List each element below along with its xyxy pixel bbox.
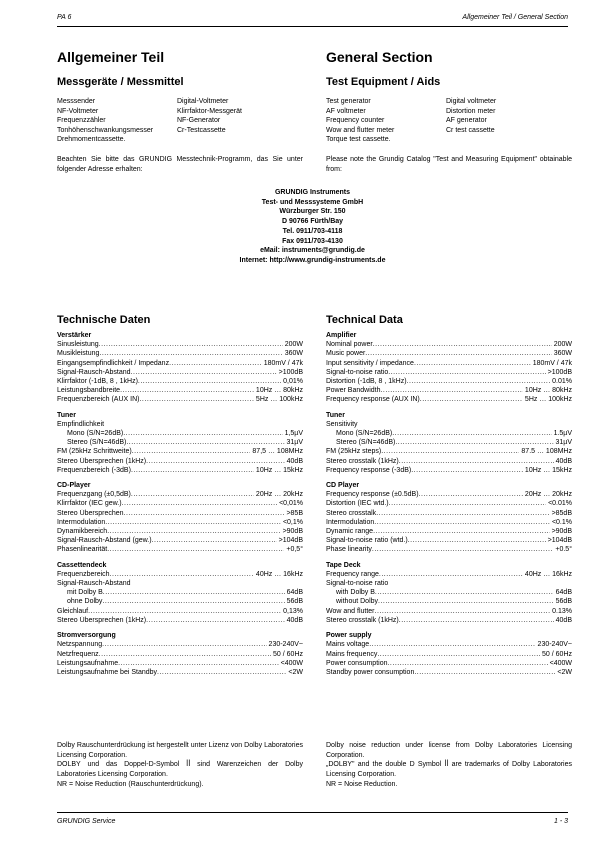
spec-label: Intermodulation — [326, 518, 375, 526]
spec-row — [326, 650, 572, 659]
spec-label: Gleichlauf — [57, 607, 89, 615]
leader-dots — [131, 466, 254, 475]
leader-dots — [120, 386, 254, 395]
spec-value: 5Hz … 100kHz — [255, 396, 303, 404]
spec-value: 40dB — [555, 457, 572, 465]
spec-value: 1,5µV — [284, 430, 303, 438]
spec-row — [57, 616, 303, 625]
list-item: Drehmomentcassette. — [57, 136, 126, 144]
spec-value: 50 / 60Hz — [542, 650, 572, 658]
footnote-line: Dolby Rauschunterdrückung ist hergestellt unter Lizenz von Dolby Laboratories Licensing Corporation. — [57, 742, 303, 759]
spec-row — [57, 429, 303, 438]
spec-row — [326, 368, 572, 377]
spec-row — [57, 668, 303, 677]
leader-dots — [146, 616, 285, 625]
address-internet: Internet: http://www.grundig-instruments.de — [239, 256, 386, 264]
footnote-line: DOLBY und das Doppel-D-Symbol ꟾꟾ sind Warenzeichen der Dolby Laboratories Licensing Corporation. — [57, 761, 303, 779]
spec-value: 64dB — [555, 589, 572, 597]
spec-label: Signal-to-noise ratio — [326, 368, 389, 376]
list-item: Distortion meter — [446, 107, 496, 115]
spec-row — [326, 429, 572, 438]
spec-label: Frequenzgang (±0,5dB) — [57, 491, 131, 499]
spec-row — [326, 340, 572, 349]
english-subtitle: Test Equipment / Aids — [326, 76, 441, 88]
spec-label: Dynamic range — [326, 528, 374, 536]
spec-row — [57, 395, 303, 404]
leader-dots — [138, 377, 281, 386]
spec-label: Signal-to-noise ratio (wtd.) — [326, 537, 408, 545]
spec-label: Frequency response (±0.5dB) — [326, 491, 419, 499]
section-heading: Power supply — [326, 632, 372, 640]
leader-dots — [131, 490, 254, 499]
spec-label: Frequenzbereich — [57, 570, 110, 578]
spec-row — [326, 536, 572, 545]
spec-value: <400W — [280, 659, 303, 667]
spec-group-label: Signal-to-noise ratio — [326, 580, 389, 588]
spec-label: Frequency range — [326, 570, 379, 578]
leader-dots — [377, 650, 540, 659]
leader-dots — [419, 490, 523, 499]
footer-page-number: 1 - 3 — [553, 818, 568, 825]
spec-value: 40dB — [286, 457, 303, 465]
leader-dots — [139, 395, 253, 404]
spec-label: Eingangsempfindlichkeit / Impedanz — [57, 359, 170, 367]
section-heading: Verstärker — [57, 332, 92, 339]
spec-row — [326, 447, 572, 456]
spec-label: Dynamikbereich — [57, 528, 108, 536]
spec-value: 200W — [553, 341, 572, 349]
footnote-line: Dolby noise reduction under license from Dolby Laboratories Licensing Corporation. — [326, 742, 572, 759]
leader-dots — [372, 545, 553, 554]
english-general-column — [326, 44, 572, 174]
german-technical-data — [57, 309, 303, 677]
spec-row — [57, 607, 303, 616]
spec-row — [57, 457, 303, 466]
spec-label: Stereo crosstalk — [326, 509, 377, 517]
leader-dots — [124, 509, 285, 518]
spec-row — [57, 377, 303, 386]
spec-value: 40Hz … 16kHz — [255, 570, 303, 578]
spec-row — [57, 438, 303, 447]
spec-row — [326, 607, 572, 616]
spec-row — [57, 386, 303, 395]
spec-row — [326, 588, 572, 597]
spec-row — [326, 597, 572, 606]
list-item: AF generator — [446, 117, 487, 125]
leader-dots — [110, 570, 254, 579]
spec-row — [326, 527, 572, 536]
english-title: General Section — [326, 49, 433, 65]
leader-dots — [373, 340, 552, 349]
spec-row — [326, 668, 572, 677]
spec-group-label: Signal-Rausch-Abstand — [57, 580, 131, 588]
german-title: Allgemeiner Teil — [57, 49, 165, 65]
leader-dots — [157, 668, 286, 677]
leader-dots — [399, 616, 554, 625]
list-item: AF voltmeter — [326, 107, 366, 115]
leader-dots — [379, 570, 523, 579]
leader-dots — [122, 499, 277, 508]
spec-row — [326, 570, 572, 579]
spec-label: Signal-Rausch-Abstand — [57, 368, 131, 376]
spec-label: Frequenzbereich (AUX IN) — [57, 396, 140, 404]
spec-row — [326, 466, 572, 475]
spec-label: without Dolby — [336, 598, 379, 606]
spec-value: 0,13% — [283, 607, 303, 615]
leader-dots — [123, 429, 282, 438]
leader-dots — [414, 668, 555, 677]
spec-value: 40dB — [555, 616, 572, 624]
leader-dots — [414, 359, 531, 368]
spec-label: Power consumption — [326, 659, 388, 667]
spec-label: Mains voltage — [326, 641, 370, 649]
footnote-line: NR = Noise Reduction. — [326, 780, 398, 788]
spec-row — [57, 659, 303, 668]
leader-dots — [99, 349, 282, 358]
spec-row — [326, 490, 572, 499]
leader-dots — [381, 447, 519, 456]
spec-label: Signal-Rausch-Abstand (gew.) — [57, 537, 152, 545]
spec-label: Leistungsaufnahme bei Standby — [57, 668, 158, 676]
leader-dots — [105, 518, 281, 527]
spec-row — [326, 377, 572, 386]
spec-label: Klirrfaktor (-1dB, 8 , 1kHz) — [57, 378, 138, 386]
german-spec-list — [57, 331, 303, 677]
list-item: Klirrfaktor-Messgerät — [177, 107, 242, 115]
spec-value: <2W — [557, 668, 572, 676]
spec-row — [57, 527, 303, 536]
address-line: D 90766 Fürth/Bay — [281, 218, 344, 226]
spec-row — [326, 659, 572, 668]
german-equipment-list — [57, 97, 303, 145]
german-general-column — [57, 44, 303, 174]
spec-label: Standby power consumption — [326, 668, 415, 676]
spec-value: 87,5 … 108MHz — [252, 448, 303, 456]
header-left: PA 6 — [57, 14, 72, 21]
spec-label: Leistungsaufnahme — [57, 659, 119, 667]
leader-dots — [411, 466, 523, 475]
leader-dots — [392, 429, 551, 438]
list-item: Cr-Testcassette — [177, 126, 226, 134]
leader-dots — [388, 368, 545, 377]
leader-dots — [389, 499, 546, 508]
spec-row — [57, 650, 303, 659]
leader-dots — [107, 527, 280, 536]
list-item — [177, 135, 303, 145]
spec-label: Stereo (S/N=46dB) — [336, 439, 396, 447]
spec-value: 230-240V~ — [537, 641, 572, 649]
spec-row — [57, 368, 303, 377]
leader-dots — [387, 659, 547, 668]
spec-label: Leistungsbandbreite — [57, 387, 121, 395]
spec-row — [326, 499, 572, 508]
spec-value: >100dB — [278, 368, 303, 376]
leader-dots — [375, 607, 551, 616]
leader-dots — [395, 438, 553, 447]
spec-row — [326, 438, 572, 447]
leader-dots — [365, 349, 551, 358]
leader-dots — [399, 457, 554, 466]
spec-row — [326, 640, 572, 649]
address-line: Test- und Messsysteme GmbH — [261, 198, 364, 206]
leader-dots — [131, 368, 277, 377]
spec-label: Intermodulation — [57, 518, 106, 526]
section-heading: Tuner — [326, 411, 345, 419]
spec-row — [326, 395, 572, 404]
leader-dots — [420, 395, 523, 404]
leader-dots — [126, 438, 284, 447]
spec-label: Mono (S/N=26dB) — [67, 430, 124, 438]
leader-dots — [99, 650, 271, 659]
english-tech-title: Technical Data — [326, 314, 403, 326]
spec-label: Frequenzbereich (-3dB) — [57, 466, 131, 474]
spec-value: 56dB — [555, 598, 572, 606]
spec-label: Frequency response (AUX IN) — [326, 396, 420, 404]
spec-value: 5Hz … 100kHz — [524, 396, 572, 404]
spec-label: Phasenlinearität — [57, 546, 108, 554]
list-item: Frequency counter — [326, 117, 385, 125]
leader-dots — [169, 359, 262, 368]
spec-value: 20Hz … 20kHz — [255, 491, 303, 499]
spec-value: 1.5µV — [553, 430, 572, 438]
spec-value: 40Hz … 16kHz — [524, 570, 572, 578]
leader-dots — [152, 536, 277, 545]
list-item: Cr test cassette — [446, 126, 495, 134]
german-footnote — [57, 741, 303, 790]
spec-label: Music power — [326, 350, 366, 358]
section-heading: Cassettendeck — [57, 561, 107, 569]
english-footnote — [326, 741, 572, 790]
spec-value: 10Hz … 15kHz — [255, 466, 303, 474]
spec-label: Phase linearity — [326, 546, 372, 554]
spec-label: FM (25kHz Schrittweite) — [57, 448, 132, 456]
section-heading: Amplifier — [326, 332, 357, 339]
footnote-line: NR = Noise Reduction (Rauschunterdrückung). — [57, 780, 204, 788]
spec-label: Stereo crosstalk (1kHz) — [326, 616, 399, 624]
list-item: NF-Voltmeter — [57, 107, 99, 115]
address-line: Tel. 0911/703-4118 — [282, 227, 343, 235]
spec-value: <0.1% — [551, 518, 572, 526]
spec-value: >100dB — [547, 368, 572, 376]
spec-row — [57, 466, 303, 475]
spec-row — [57, 597, 303, 606]
section-heading: CD Player — [326, 482, 360, 490]
spec-row — [57, 570, 303, 579]
leader-dots — [376, 509, 549, 518]
list-item: NF-Generator — [177, 117, 221, 125]
spec-row — [57, 509, 303, 518]
spec-value: <400W — [549, 659, 572, 667]
page-footer — [57, 812, 568, 825]
page-header — [57, 14, 568, 27]
section-heading: Tuner — [57, 411, 76, 419]
spec-group-label: Sensitivity — [326, 420, 358, 428]
spec-row — [57, 499, 303, 508]
spec-row — [326, 518, 572, 527]
spec-row — [57, 640, 303, 649]
leader-dots — [99, 340, 283, 349]
spec-row — [57, 349, 303, 358]
spec-value: 360W — [553, 350, 572, 358]
spec-label: Power Bandwidth — [326, 387, 381, 395]
english-spec-list — [326, 331, 572, 677]
leader-dots — [369, 640, 535, 649]
spec-value: >104dB — [547, 537, 572, 545]
leader-dots — [373, 527, 549, 536]
header-right: Allgemeiner Teil / General Section — [462, 14, 568, 21]
leader-dots — [103, 588, 285, 597]
spec-label: Frequency response (-3dB) — [326, 466, 412, 474]
footer-left: GRUNDIG Service — [57, 818, 116, 825]
spec-value: 360W — [284, 350, 303, 358]
spec-row — [326, 457, 572, 466]
spec-row — [57, 536, 303, 545]
list-item: Wow and flutter meter — [326, 126, 395, 134]
german-note: Beachten Sie bitte das GRUNDIG Messtechnik-Programm, das Sie unter folgender Adresse erhalten: — [57, 155, 303, 173]
leader-dots — [380, 386, 522, 395]
spec-label: Distortion (IEC wtd.) — [326, 500, 389, 508]
german-subtitle: Messgeräte / Messmittel — [57, 76, 184, 88]
spec-label: Sinusleistung — [57, 341, 99, 349]
list-item — [446, 135, 572, 145]
spec-value: 50 / 60Hz — [273, 650, 303, 658]
german-tech-title: Technische Daten — [57, 314, 151, 326]
spec-label: with Dolby B — [336, 589, 375, 597]
spec-row — [57, 518, 303, 527]
spec-label: Klirrfaktor (IEC gew.) — [57, 500, 122, 508]
spec-value: >90dB — [282, 528, 303, 536]
spec-value: 10Hz … 80kHz — [255, 387, 303, 395]
spec-value: +0.5° — [555, 546, 572, 554]
spec-label: Wow and flutter — [326, 607, 375, 615]
spec-value: 20Hz … 20kHz — [524, 491, 572, 499]
spec-value: <2W — [288, 668, 303, 676]
address-block — [57, 188, 568, 266]
spec-value: 200W — [284, 341, 303, 349]
list-item: Digital-Voltmeter — [177, 98, 229, 105]
spec-label: Stereo Übersprechen (1kHz) — [57, 457, 147, 465]
spec-value: 0.13% — [552, 607, 572, 615]
spec-row — [57, 588, 303, 597]
leader-dots — [407, 377, 551, 386]
section-heading: Tape Deck — [326, 561, 361, 569]
spec-value: >104dB — [278, 537, 303, 545]
spec-label: Input sensitivity / impedance — [326, 359, 414, 367]
spec-label: Musikleistung — [57, 350, 100, 358]
spec-value: +0,5° — [286, 546, 303, 554]
spec-value: >90dB — [551, 528, 572, 536]
spec-row — [326, 386, 572, 395]
spec-group-label: Empfindlichkeit — [57, 420, 105, 428]
leader-dots — [132, 447, 251, 456]
footnote-line: „DOLBY" and the double D Symbol ꟾꟾ are trademarks of Dolby Laboratories Licensing Corporation. — [326, 761, 572, 779]
spec-value: 0.01% — [552, 378, 572, 386]
section-heading: Stromversorgung — [57, 632, 116, 640]
spec-value: 56dB — [286, 598, 303, 606]
list-item: Digital voltmeter — [446, 98, 497, 105]
spec-label: Stereo Übersprechen — [57, 509, 124, 517]
spec-value: 180mV / 47k — [263, 359, 303, 367]
leader-dots — [102, 640, 266, 649]
spec-value: 87.5 … 108MHz — [521, 448, 572, 456]
list-item: Messsender — [57, 98, 96, 105]
address-email: eMail: instruments@grundig.de — [260, 247, 365, 255]
spec-row — [57, 545, 303, 554]
spec-value: 10Hz … 15kHz — [524, 466, 572, 474]
spec-value: 180mV / 47k — [532, 359, 572, 367]
leader-dots — [88, 607, 281, 616]
spec-value: <0,01% — [279, 500, 303, 508]
leader-dots — [374, 518, 550, 527]
spec-row — [326, 359, 572, 368]
spec-label: Distortion (-1dB, 8 , 1kHz) — [326, 378, 407, 386]
spec-value: 0,01% — [283, 378, 303, 386]
spec-value: >85B — [286, 509, 303, 517]
spec-value: 10Hz … 80kHz — [524, 387, 572, 395]
english-note: Please note the Grundig Catalog "Test and Measuring Equipment" obtainable from: — [326, 155, 572, 173]
spec-label: Netzfrequenz — [57, 650, 99, 658]
spec-label: Mains frequency — [326, 650, 378, 658]
list-item: Frequenzzähler — [57, 117, 106, 125]
spec-label: Stereo (S/N=46dB) — [67, 439, 127, 447]
leader-dots — [378, 597, 554, 606]
spec-label: mit Dolby B — [67, 589, 103, 597]
english-equipment-list — [326, 97, 572, 145]
leader-dots — [118, 659, 279, 668]
spec-label: Stereo Übersprechen (1kHz) — [57, 616, 147, 624]
spec-value: 40dB — [286, 616, 303, 624]
spec-row — [326, 616, 572, 625]
spec-value: 64dB — [286, 589, 303, 597]
leader-dots — [107, 545, 284, 554]
spec-row — [57, 447, 303, 456]
spec-label: FM (25kHz steps) — [326, 448, 382, 456]
spec-row — [326, 349, 572, 358]
spec-value: 31µV — [555, 439, 572, 447]
spec-value: 230-240V~ — [268, 641, 303, 649]
spec-row — [57, 340, 303, 349]
spec-label: Netzspannung — [57, 641, 103, 649]
leader-dots — [146, 457, 285, 466]
leader-dots — [102, 597, 284, 606]
spec-label: Stereo crosstalk (1kHz) — [326, 457, 399, 465]
english-technical-data — [326, 309, 572, 677]
spec-value: <0,1% — [282, 518, 303, 526]
spec-value: 31µV — [286, 439, 303, 447]
leader-dots — [375, 588, 554, 597]
address-line: GRUNDIG Instruments — [274, 189, 351, 196]
leader-dots — [408, 536, 546, 545]
spec-row — [57, 490, 303, 499]
spec-label: Nominal power — [326, 341, 373, 349]
list-item: Torque test cassette. — [326, 136, 391, 144]
spec-value: <0.01% — [548, 500, 572, 508]
section-heading: CD-Player — [57, 482, 91, 490]
spec-value: >85dB — [551, 509, 572, 517]
spec-row — [326, 545, 572, 554]
spec-label: Mono (S/N=26dB) — [336, 430, 393, 438]
spec-label: ohne Dolby — [67, 598, 103, 606]
list-item: Tonhöhenschwankungsmesser — [57, 126, 154, 134]
list-item: Test generator — [326, 98, 371, 105]
spec-row — [326, 509, 572, 518]
spec-row — [57, 359, 303, 368]
address-line: Würzburger Str. 150 — [279, 208, 346, 216]
address-line: Fax 0911/703-4130 — [282, 237, 343, 245]
